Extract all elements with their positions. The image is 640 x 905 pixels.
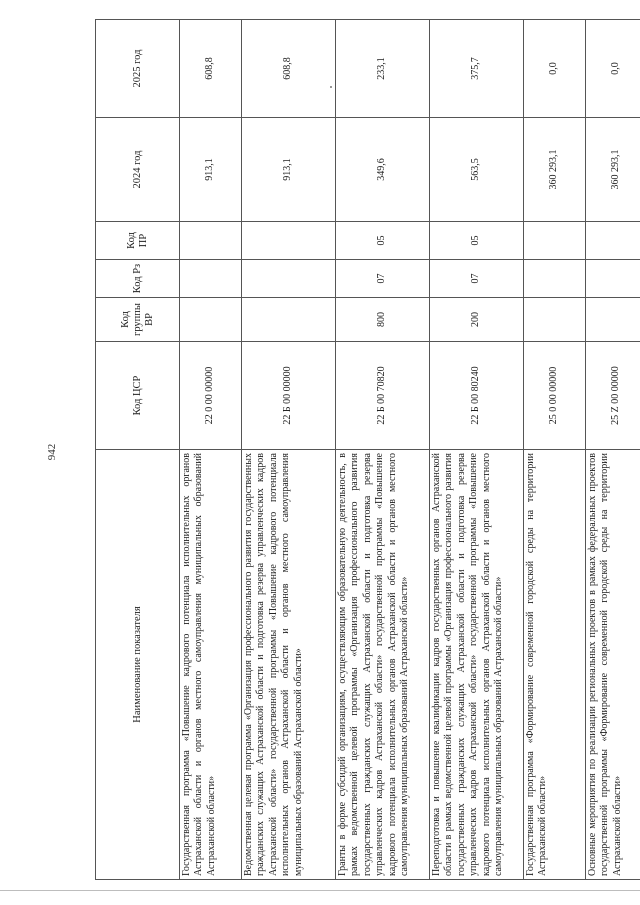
row-name: Государственная программа «Повышение кадрового потенциала исполнительных органов Астраханской области и органов местного самоуправления муниципальных образований Астраханской области»	[180, 450, 242, 880]
row-2024: 349,6	[336, 118, 430, 222]
row-rz	[524, 260, 586, 298]
row-2024: 913,1	[180, 118, 242, 222]
row-2024: 563,5	[430, 118, 524, 222]
row-rz: 07	[430, 260, 524, 298]
row-rz	[242, 260, 336, 298]
row-vr: 800	[336, 298, 430, 342]
row-2024: 913,1	[242, 118, 336, 222]
header-csr: Код ЦСР	[96, 342, 180, 450]
table-row	[524, 20, 586, 880]
row-2025: 0,0	[586, 20, 640, 118]
row-vr	[586, 298, 640, 342]
header-name: Наименование показателя	[96, 450, 180, 880]
page-bottom-rule	[0, 890, 640, 891]
row-2025: 0,0	[524, 20, 586, 118]
header-2024: 2024 год	[96, 118, 180, 222]
row-pr	[180, 222, 242, 260]
row-name: Переподготовка и повышение квалификации кадров государственных органов Астраханской области в рамках ведомственной целевой программы «Организация профессионального развития государственных гражданских служащих Астраханской области и подготовка резерва управленческих кадров Астраханской области» государственной программы «Повышение кадрового потенциала исполнительных органов Астраханской области и органов местного самоуправления муниципальных образований Астраханской области»	[430, 450, 524, 880]
row-pr	[242, 222, 336, 260]
page-number: 942	[46, 443, 58, 461]
row-pr	[586, 222, 640, 260]
table-row	[430, 20, 524, 880]
row-pr	[524, 222, 586, 260]
row-name: Гранты в форме субсидий организациям, осуществляющим образовательную деятельность, в рамках ведомственной целевой программы «Организация профессионального развития государственных гражданских служащих Астраханской области и подготовка резерва управленческих кадров Астраханской области» государственной программы «Повышение кадрового потенциала исполнительных органов Астраханской области и органов местного самоуправления муниципальных образований Астраханской области»	[336, 450, 430, 880]
row-vr	[242, 298, 336, 342]
row-2025: 233,1	[336, 20, 430, 118]
rotated-table-container	[95, 20, 623, 880]
row-2024: 360 293,1	[524, 118, 586, 222]
table-row	[242, 20, 336, 880]
row-csr: 22 Б 00 70820	[336, 342, 430, 450]
row-name: Ведомственная целевая программа «Организация профессионального развития государственных гражданских служащих Астраханской области и подготовка резерва управленческих кадров Астраханской области» государственной программы «Повышение кадрового потенциала исполнительных органов Астраханской области и органов местного самоуправления муниципальных образований Астраханской области»	[242, 450, 336, 880]
row-name: Основные мероприятия по реализации региональных проектов в рамках федеральных проектов государственной программы «Формирование современной городской среды на территории Астраханской области»	[586, 450, 640, 880]
row-2024: 360 293,1	[586, 118, 640, 222]
row-csr: 22 Б 00 00000	[242, 342, 336, 450]
table-row	[586, 20, 640, 880]
row-2025: 608,8	[180, 20, 242, 118]
row-rz	[180, 260, 242, 298]
header-pr: Код ПР	[96, 222, 180, 260]
header-2025: 2025 год	[96, 20, 180, 118]
table-row	[336, 20, 430, 880]
row-2025: 375,7	[430, 20, 524, 118]
header-rz: Код Рз	[96, 260, 180, 298]
row-csr: 22 0 00 00000	[180, 342, 242, 450]
header-vr: Код группы ВР	[96, 298, 180, 342]
row-pr: 05	[336, 222, 430, 260]
row-csr: 25 Z 00 00000	[586, 342, 640, 450]
budget-table	[95, 19, 640, 880]
row-rz: 07	[336, 260, 430, 298]
row-vr	[180, 298, 242, 342]
row-name: Государственная программа «Формирование современной городской среды на территории Астраханской области»	[524, 450, 586, 880]
row-rz	[586, 260, 640, 298]
row-csr: 22 Б 00 80240	[430, 342, 524, 450]
table-header-row	[96, 20, 180, 880]
row-pr: 05	[430, 222, 524, 260]
row-vr: 200	[430, 298, 524, 342]
row-vr	[524, 298, 586, 342]
row-csr: 25 0 00 00000	[524, 342, 586, 450]
row-2025: 608,8	[242, 20, 336, 118]
table-row	[180, 20, 242, 880]
